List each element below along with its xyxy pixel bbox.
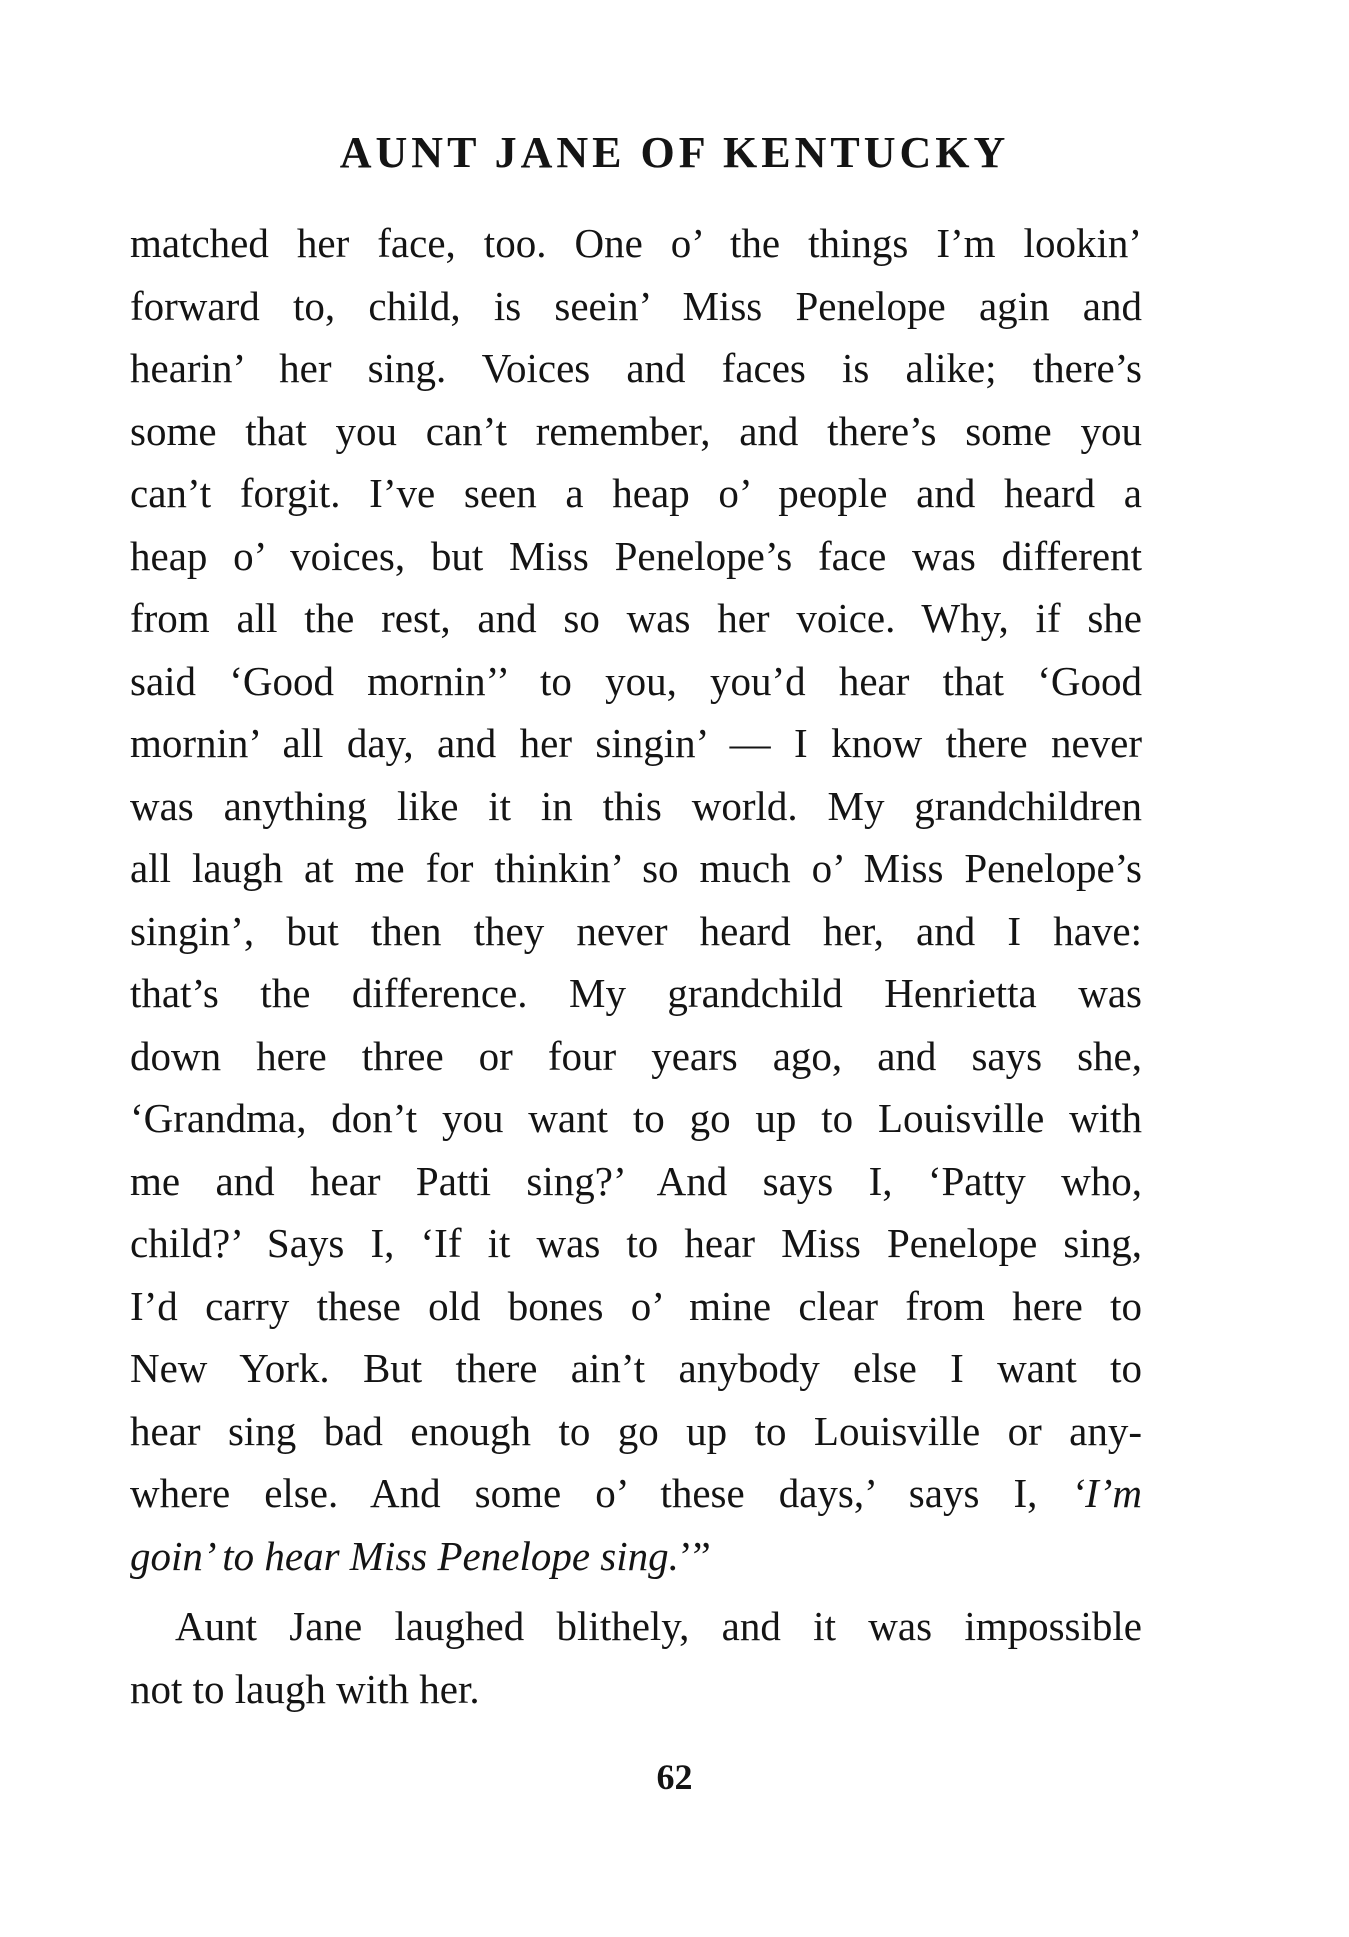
text-line	[130, 1462, 1142, 1525]
text-line: hear sing bad enough to go up to Louisville or any-	[130, 1407, 1142, 1454]
text-line: me and hear Patti sing?’ And says I, ‘Patty who,	[130, 1157, 1142, 1204]
body-text	[130, 212, 1142, 1720]
text-line: child?’ Says I, ‘If it was to hear Miss Penelope sing,	[130, 1220, 1142, 1266]
text-line: mornin’ all day, and her singin’ — I know there never	[130, 720, 1142, 766]
text-line: singin’, but then they never heard her, and I have:	[130, 907, 1142, 954]
running-head: AUNT JANE OF KENTUCKY	[339, 128, 1010, 177]
text-line: that’s the difference. My grandchild Henrietta was	[130, 970, 1142, 1016]
text-line: I’d carry these old bones o’ mine clear from here to	[130, 1282, 1142, 1329]
text-line: all laugh at me for thinkin’ so much o’ Miss Penelope’s	[130, 845, 1142, 891]
text-line: was anything like it in this world. My grandchildren	[130, 782, 1142, 829]
line-text: where else. And some o’ these days,’ says I,	[130, 1470, 1038, 1516]
text-line: Aunt Jane laughed blithely, and it was impossible	[175, 1603, 1142, 1649]
text-line: can’t forgit. I’ve seen a heap o’ people and heard a	[130, 470, 1142, 516]
closing-quote: ’”	[678, 1532, 711, 1579]
text-line: said ‘Good mornin’’ to you, you’d hear that ‘Good	[130, 657, 1142, 704]
italic-quote: ‘I’m	[1071, 1470, 1143, 1516]
italic-quote: goin’ to hear Miss Penelope sing.	[130, 1532, 679, 1579]
text-line: hearin’ her sing. Voices and faces is alike; there’s	[130, 345, 1142, 391]
text-line: from all the rest, and so was her voice. Why, if she	[130, 595, 1142, 641]
text-line: forward to, child, is seein’ Miss Penelope agin and	[130, 282, 1142, 329]
page-number: 62	[656, 1757, 693, 1797]
text-line: ‘Grandma, don’t you want to go up to Louisville with	[130, 1095, 1142, 1141]
text-line: some that you can’t remember, and there’s some you	[130, 407, 1142, 454]
text-line: not to laugh with her.	[130, 1665, 480, 1712]
text-line	[130, 1525, 1142, 1588]
text-line: down here three or four years ago, and says she,	[130, 1032, 1142, 1079]
text-line: heap o’ voices, but Miss Penelope’s face was different	[130, 532, 1142, 579]
text-line: matched her face, too. One o’ the things I’m lookin’	[130, 220, 1142, 266]
text-line: New York. But there ain’t anybody else I want to	[130, 1345, 1142, 1391]
